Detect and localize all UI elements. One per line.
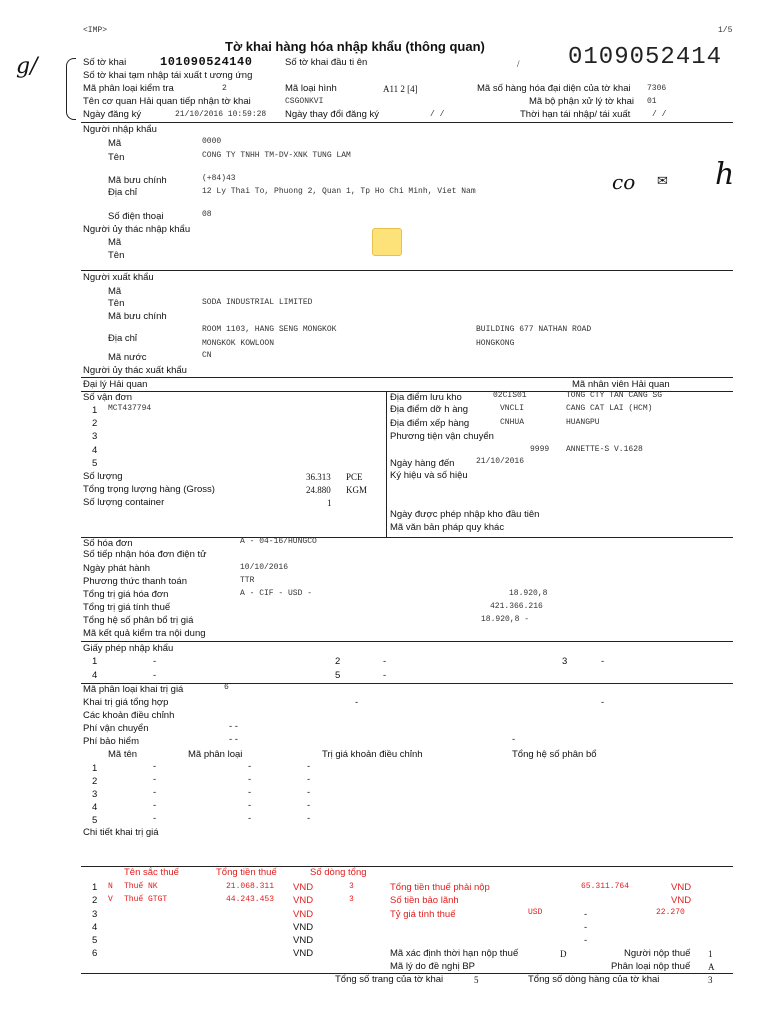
van-don-row-num: 1 bbox=[92, 405, 98, 416]
adjustment-dash: - bbox=[248, 787, 252, 798]
van-don-row-num: 5 bbox=[92, 458, 98, 469]
container-label: Số lượng container bbox=[83, 497, 165, 508]
handwritten-bracket bbox=[66, 58, 76, 120]
so-luong-label: Số lượng bbox=[83, 471, 123, 482]
tax-row-lines: 3 bbox=[349, 895, 354, 904]
ma-loai-hinh-label: Mã loại hình bbox=[285, 83, 337, 94]
phan-loai-nop-value: A bbox=[708, 962, 715, 972]
tong-tri-gia-tt-value: 421.366.216 bbox=[490, 602, 543, 611]
tax-row-currency: VND bbox=[293, 882, 314, 893]
importer-buu-chinh-value: (+84)43 bbox=[202, 174, 236, 183]
ma-xac-dinh-value: D bbox=[560, 949, 567, 959]
dd-xep-hang-label: Địa điểm xếp hàng bbox=[390, 418, 470, 429]
so-tiep-nhan-label: Số tiếp nhận hóa đơn điện tử bbox=[83, 549, 207, 560]
exporter-dia-chi-label: Địa chỉ bbox=[108, 333, 138, 344]
ngay-phat-hanh-label: Ngày phát hành bbox=[83, 563, 151, 574]
so-to-khai-label: Số tờ khai bbox=[83, 57, 127, 68]
so-luong-unit: PCE bbox=[346, 472, 363, 482]
adjustment-dash: - bbox=[248, 813, 252, 824]
tax-row-code: N bbox=[108, 882, 113, 891]
exporter-addr-line4: HONGKONG bbox=[476, 339, 515, 348]
tax-row-num: 5 bbox=[92, 935, 98, 946]
ngay-den-label: Ngày hàng đến bbox=[390, 458, 455, 469]
exporter-ten-label: Tên bbox=[108, 298, 125, 309]
tong-phai-nop-value: 65.311.764 bbox=[581, 882, 630, 891]
adjustment-dash: - bbox=[248, 761, 252, 772]
trong-luong-label: Tổng trọng lượng hàng (Gross) bbox=[83, 484, 215, 495]
ty-gia-label: Tỷ giá tính thuế bbox=[390, 909, 456, 920]
divider bbox=[81, 270, 733, 271]
bao-hiem-value: - - bbox=[229, 734, 238, 745]
tax-col-ten-header: Tên sắc thuế bbox=[124, 867, 179, 878]
importer-dien-thoai-value: 08 bbox=[202, 210, 212, 219]
tax-row-currency: VND bbox=[293, 948, 314, 959]
ma-so-hang-dd-value: 7306 bbox=[647, 84, 667, 93]
dieu-chinh-label: Các khoản điều chỉnh bbox=[83, 710, 175, 721]
adjustment-row-num: 5 bbox=[92, 815, 98, 826]
license-value: - bbox=[383, 670, 387, 681]
adjustment-dash: - bbox=[307, 787, 311, 798]
exporter-addr-line1: ROOM 1103, HANG SENG MONGKOK bbox=[202, 325, 337, 334]
exporter-uy-thac-label: Người ủy thác xuất khẩu bbox=[83, 365, 187, 376]
tax-row-code: V bbox=[108, 895, 113, 904]
ma-phan-loai-tri-gia-label: Mã phân loại khai trị giá bbox=[83, 684, 184, 695]
adjustment-dash: - bbox=[153, 761, 157, 772]
ngay-phat-hanh-value: 10/10/2016 bbox=[240, 563, 289, 572]
page-number: 1/5 bbox=[718, 26, 733, 35]
exporter-addr-line3: BUILDING 677 NATHAN ROAD bbox=[476, 325, 592, 334]
page-title: Tờ khai hàng hóa nhập khẩu (thông quan) bbox=[225, 39, 485, 54]
tri-gia-tong-hop-label: Khai trị giá tổng hợp bbox=[83, 697, 169, 708]
ty-gia-value: 22.270 bbox=[656, 908, 685, 917]
so-van-don-label: Số vận đơn bbox=[83, 392, 133, 403]
adjustment-dash: - bbox=[153, 787, 157, 798]
license-value: - bbox=[383, 656, 387, 667]
tong-tri-gia-hd-code: A - CIF - USD - bbox=[240, 589, 313, 598]
license-label: Giấy phép nhập khẩu bbox=[83, 643, 174, 654]
importer-ten-value: CONG TY TNHH TM-DV-XNK TUNG LAM bbox=[202, 151, 351, 160]
ty-gia-currency: USD bbox=[528, 908, 543, 917]
exporter-section-label: Người xuất khẩu bbox=[83, 272, 154, 283]
nguoi-nop-label: Người nộp thuế bbox=[624, 948, 691, 959]
tax-dash: - bbox=[584, 922, 588, 933]
ngay-dk-value: 21/10/2016 10:59:28 bbox=[175, 110, 267, 119]
tax-row-currency: VND bbox=[293, 909, 314, 920]
tax-row-num: 1 bbox=[92, 882, 98, 893]
handwriting-signature: h bbox=[715, 157, 735, 192]
tong-dong-value: 3 bbox=[708, 975, 713, 985]
dd-xep-hang-code: CNHUA bbox=[500, 418, 525, 427]
dd-xep-hang-value: HUANGPU bbox=[566, 418, 600, 427]
he-so-value: 18.920,8 - bbox=[481, 615, 530, 624]
license-num: 5 bbox=[335, 670, 341, 681]
divider bbox=[81, 122, 733, 123]
tong-phai-nop-currency: VND bbox=[671, 882, 692, 893]
dd-do-hang-label: Địa điểm dỡ h àng bbox=[390, 404, 469, 415]
chi-tiet-label: Chi tiết khai trị giá bbox=[83, 827, 159, 838]
bao-hiem-label: Phí bảo hiểm bbox=[83, 736, 139, 747]
divider bbox=[81, 377, 733, 378]
phuong-tien-code: 9999 bbox=[530, 445, 550, 454]
van-don-row-num: 2 bbox=[92, 418, 98, 429]
ma-bo-phan-label: Mã bộ phận xử lý tờ khai bbox=[529, 96, 635, 107]
adjustment-dash: - bbox=[248, 800, 252, 811]
importer-dien-thoai-label: Số điện thoại bbox=[108, 211, 164, 222]
license-num: 2 bbox=[335, 656, 341, 667]
tax-row-currency: VND bbox=[293, 922, 314, 933]
phuong-tien-label: Phương tiện vận chuyển bbox=[390, 431, 494, 442]
adjustment-dash: - bbox=[307, 761, 311, 772]
adjustment-dash: - bbox=[153, 813, 157, 824]
bao-lanh-currency: VND bbox=[671, 895, 692, 906]
tax-row-num: 2 bbox=[92, 895, 98, 906]
license-value: - bbox=[153, 670, 157, 681]
thoi-han-label: Thời hạn tái nhập/ tái xuất bbox=[520, 109, 631, 120]
tax-row-num: 6 bbox=[92, 948, 98, 959]
license-num: 4 bbox=[92, 670, 98, 681]
ngay-dk-label: Ngày đăng ký bbox=[83, 109, 142, 120]
dd-do-hang-value: CANG CAT LAI (HCM) bbox=[566, 404, 653, 413]
col-he-so-header: Tổng hệ số phân bổ bbox=[512, 749, 597, 760]
phuong-thuc-value: TTR bbox=[240, 576, 255, 585]
adjustment-row-num: 1 bbox=[92, 763, 98, 774]
nguoi-nop-value: 1 bbox=[708, 949, 713, 959]
tax-row-amount: 21.068.311 bbox=[226, 882, 275, 891]
co-quan-hq-label: Tên cơ quan Hải quan tiếp nhận tờ khai bbox=[83, 96, 251, 107]
dd-luu-kho-code: 02CIS01 bbox=[493, 391, 527, 400]
bao-hiem-dash: - bbox=[512, 734, 516, 745]
exporter-ten-value: SODA INDUSTRIAL LIMITED bbox=[202, 298, 313, 307]
adjustment-dash: - bbox=[307, 774, 311, 785]
tong-tri-gia-hd-value: 18.920,8 bbox=[509, 589, 548, 598]
tax-dash: - bbox=[584, 935, 588, 946]
bao-lanh-label: Số tiền bảo lãnh bbox=[390, 895, 459, 906]
van-don-row-num: 4 bbox=[92, 445, 98, 456]
importer-ten-label: Tên bbox=[108, 152, 125, 163]
so-luong-value: 36.313 bbox=[306, 472, 331, 482]
adjustment-dash: - bbox=[307, 800, 311, 811]
ma-xac-dinh-label: Mã xác định thời hạn nộp thuế bbox=[390, 948, 519, 959]
license-value: - bbox=[153, 656, 157, 667]
adjustment-dash: - bbox=[153, 800, 157, 811]
license-num: 3 bbox=[562, 656, 568, 667]
phuong-tien-value: ANNETTE-S V.1628 bbox=[566, 445, 643, 454]
phan-loai-nop-label: Phân loại nộp thuế bbox=[611, 961, 691, 972]
ma-loai-hinh-value: A11 2 [4] bbox=[383, 84, 418, 94]
col-tri-gia-header: Trị giá khoản điều chỉnh bbox=[322, 749, 423, 760]
dd-luu-kho-value: TONG CTY TAN CANG SG bbox=[566, 391, 663, 400]
tong-trang-label: Tổng số trang của tờ khai bbox=[335, 974, 444, 985]
tong-dong-label: Tổng số dòng hàng của tờ khai bbox=[528, 974, 660, 985]
tax-row-num: 3 bbox=[92, 909, 98, 920]
van-chuyen-value: - - bbox=[229, 721, 238, 732]
tax-col-tong-tien-header: Tổng tiền thuế bbox=[216, 867, 277, 878]
importer-ma-label: Mã bbox=[108, 138, 122, 149]
ma-phan-loai-tri-gia-value: 6 bbox=[224, 683, 229, 692]
tax-row-name: Thuế NK bbox=[124, 882, 158, 891]
ma-phan-loai-kt-label: Mã phân loại kiểm tra bbox=[83, 83, 174, 94]
dd-do-hang-code: VNCLI bbox=[500, 404, 525, 413]
license-value: - bbox=[601, 656, 605, 667]
tong-phai-nop-label: Tổng tiền thuế phải nộp bbox=[390, 882, 490, 893]
importer-uy-thac-label: Người ủy thác nhập khẩu bbox=[83, 224, 191, 235]
thoi-han-value: / / bbox=[652, 110, 667, 119]
tong-trang-value: 5 bbox=[474, 975, 479, 985]
dai-ly-label: Đại lý Hải quan bbox=[83, 379, 148, 390]
tri-gia-tong-hop-dash: - bbox=[601, 697, 605, 708]
phuong-thuc-label: Phương thức thanh toán bbox=[83, 576, 187, 587]
ma-nv-label: Mã nhân viên Hải quan bbox=[572, 379, 670, 390]
declaration-big-number: 0109052414 bbox=[568, 44, 723, 71]
he-so-label: Tổng hệ số phân bổ trị giá bbox=[83, 615, 194, 626]
tax-row-lines: 3 bbox=[349, 882, 354, 891]
tax-row-name: Thuế GTGT bbox=[124, 895, 168, 904]
handwriting-mark-right: co bbox=[612, 170, 636, 194]
ma-phan-loai-kt-value: 2 bbox=[222, 84, 227, 93]
ngay-nhap-kho-label: Ngày được phép nhập kho đầu tiên bbox=[390, 509, 540, 520]
adjustment-dash: - bbox=[248, 774, 252, 785]
adjustment-dash: - bbox=[153, 774, 157, 785]
tax-row-num: 4 bbox=[92, 922, 98, 933]
co-quan-hq-value: CSGONKVI bbox=[285, 97, 324, 106]
envelope-icon: ✉ bbox=[657, 173, 668, 188]
ky-hieu-label: Ký hiệu và số hiệu bbox=[390, 470, 468, 481]
exporter-buu-chinh-label: Mã bưu chính bbox=[108, 311, 167, 322]
importer-uy-thac-ma-label: Mã bbox=[108, 237, 122, 248]
importer-buu-chinh-label: Mã bưu chính bbox=[108, 175, 167, 186]
tax-row-currency: VND bbox=[293, 895, 314, 906]
trong-luong-unit: KGM bbox=[346, 485, 368, 495]
exporter-ma-nuoc-label: Mã nước bbox=[108, 352, 147, 363]
exporter-addr-line2: MONGKOK KOWLOON bbox=[202, 339, 275, 348]
adjustment-row-num: 3 bbox=[92, 789, 98, 800]
so-hoa-don-value: A - 04-16/HUNGCO bbox=[240, 537, 317, 546]
tax-row-currency: VND bbox=[293, 935, 314, 946]
so-hoa-don-label: Số hóa đơn bbox=[83, 538, 133, 549]
handwriting-mark-left: g/ bbox=[16, 54, 38, 79]
ngay-thay-doi-label: Ngày thay đổi đăng ký bbox=[285, 109, 380, 120]
column-divider bbox=[386, 391, 387, 538]
tong-tri-gia-tt-label: Tổng trị giá tính thuế bbox=[83, 602, 171, 613]
exporter-ma-label: Mã bbox=[108, 286, 122, 297]
ty-gia-dash: - bbox=[584, 909, 588, 920]
importer-uy-thac-ten-label: Tên bbox=[108, 250, 125, 261]
tax-row-amount: 44.243.453 bbox=[226, 895, 275, 904]
imp-tag: <IMP> bbox=[83, 26, 108, 35]
importer-dia-chi-value: 12 Ly Thai To, Phuong 2, Quan 1, Tp Ho Chi Minh, Viet Nam bbox=[202, 187, 476, 196]
container-value: 1 bbox=[327, 498, 332, 508]
ngay-thay-doi-value: / / bbox=[430, 110, 445, 119]
importer-dia-chi-label: Địa chỉ bbox=[108, 187, 138, 198]
sticky-note bbox=[372, 228, 402, 256]
dd-luu-kho-label: Địa điểm lưu kho bbox=[390, 392, 462, 403]
adjustment-row-num: 2 bbox=[92, 776, 98, 787]
so-to-khai-value: 101090524140 bbox=[160, 55, 253, 69]
van-chuyen-label: Phí vận chuyển bbox=[83, 723, 149, 734]
so-tk-dau-tien-label: Số tờ khai đầu ti ên bbox=[285, 57, 368, 68]
ngay-den-value: 21/10/2016 bbox=[476, 457, 525, 466]
tam-nhap-label: Số tờ khai tạm nhập tái xuất t ương ứng bbox=[83, 70, 253, 81]
ly-do-label: Mã lý do đề nghị BP bbox=[390, 961, 476, 972]
tong-tri-gia-hd-label: Tổng trị giá hóa đơn bbox=[83, 589, 169, 600]
col-ma-ten-header: Mã tên bbox=[108, 749, 138, 760]
importer-ma-value: 0000 bbox=[202, 137, 222, 146]
ma-kq-label: Mã kết quả kiểm tra nội dung bbox=[83, 628, 206, 639]
trong-luong-value: 24.880 bbox=[306, 485, 331, 495]
ma-so-hang-dd-label: Mã số hàng hóa đại diện của tờ khai bbox=[477, 83, 631, 94]
adjustment-dash: - bbox=[307, 813, 311, 824]
license-num: 1 bbox=[92, 656, 98, 667]
divider bbox=[81, 641, 733, 642]
so-tk-dau-tien-slash: / bbox=[517, 59, 520, 69]
tax-col-so-dong-header: Số dòng tổng bbox=[310, 867, 367, 878]
tri-gia-tong-hop-dash: - bbox=[355, 697, 359, 708]
divider bbox=[81, 537, 733, 538]
ma-bo-phan-value: 01 bbox=[647, 97, 657, 106]
van-don-1-value: MCT437794 bbox=[108, 404, 152, 413]
importer-section-label: Người nhập khẩu bbox=[83, 124, 157, 135]
col-phan-loai-header: Mã phân loại bbox=[188, 749, 243, 760]
ma-van-ban-label: Mã văn bản pháp quy khác bbox=[390, 522, 505, 533]
exporter-ma-nuoc-value: CN bbox=[202, 351, 212, 360]
adjustment-row-num: 4 bbox=[92, 802, 98, 813]
van-don-row-num: 3 bbox=[92, 431, 98, 442]
